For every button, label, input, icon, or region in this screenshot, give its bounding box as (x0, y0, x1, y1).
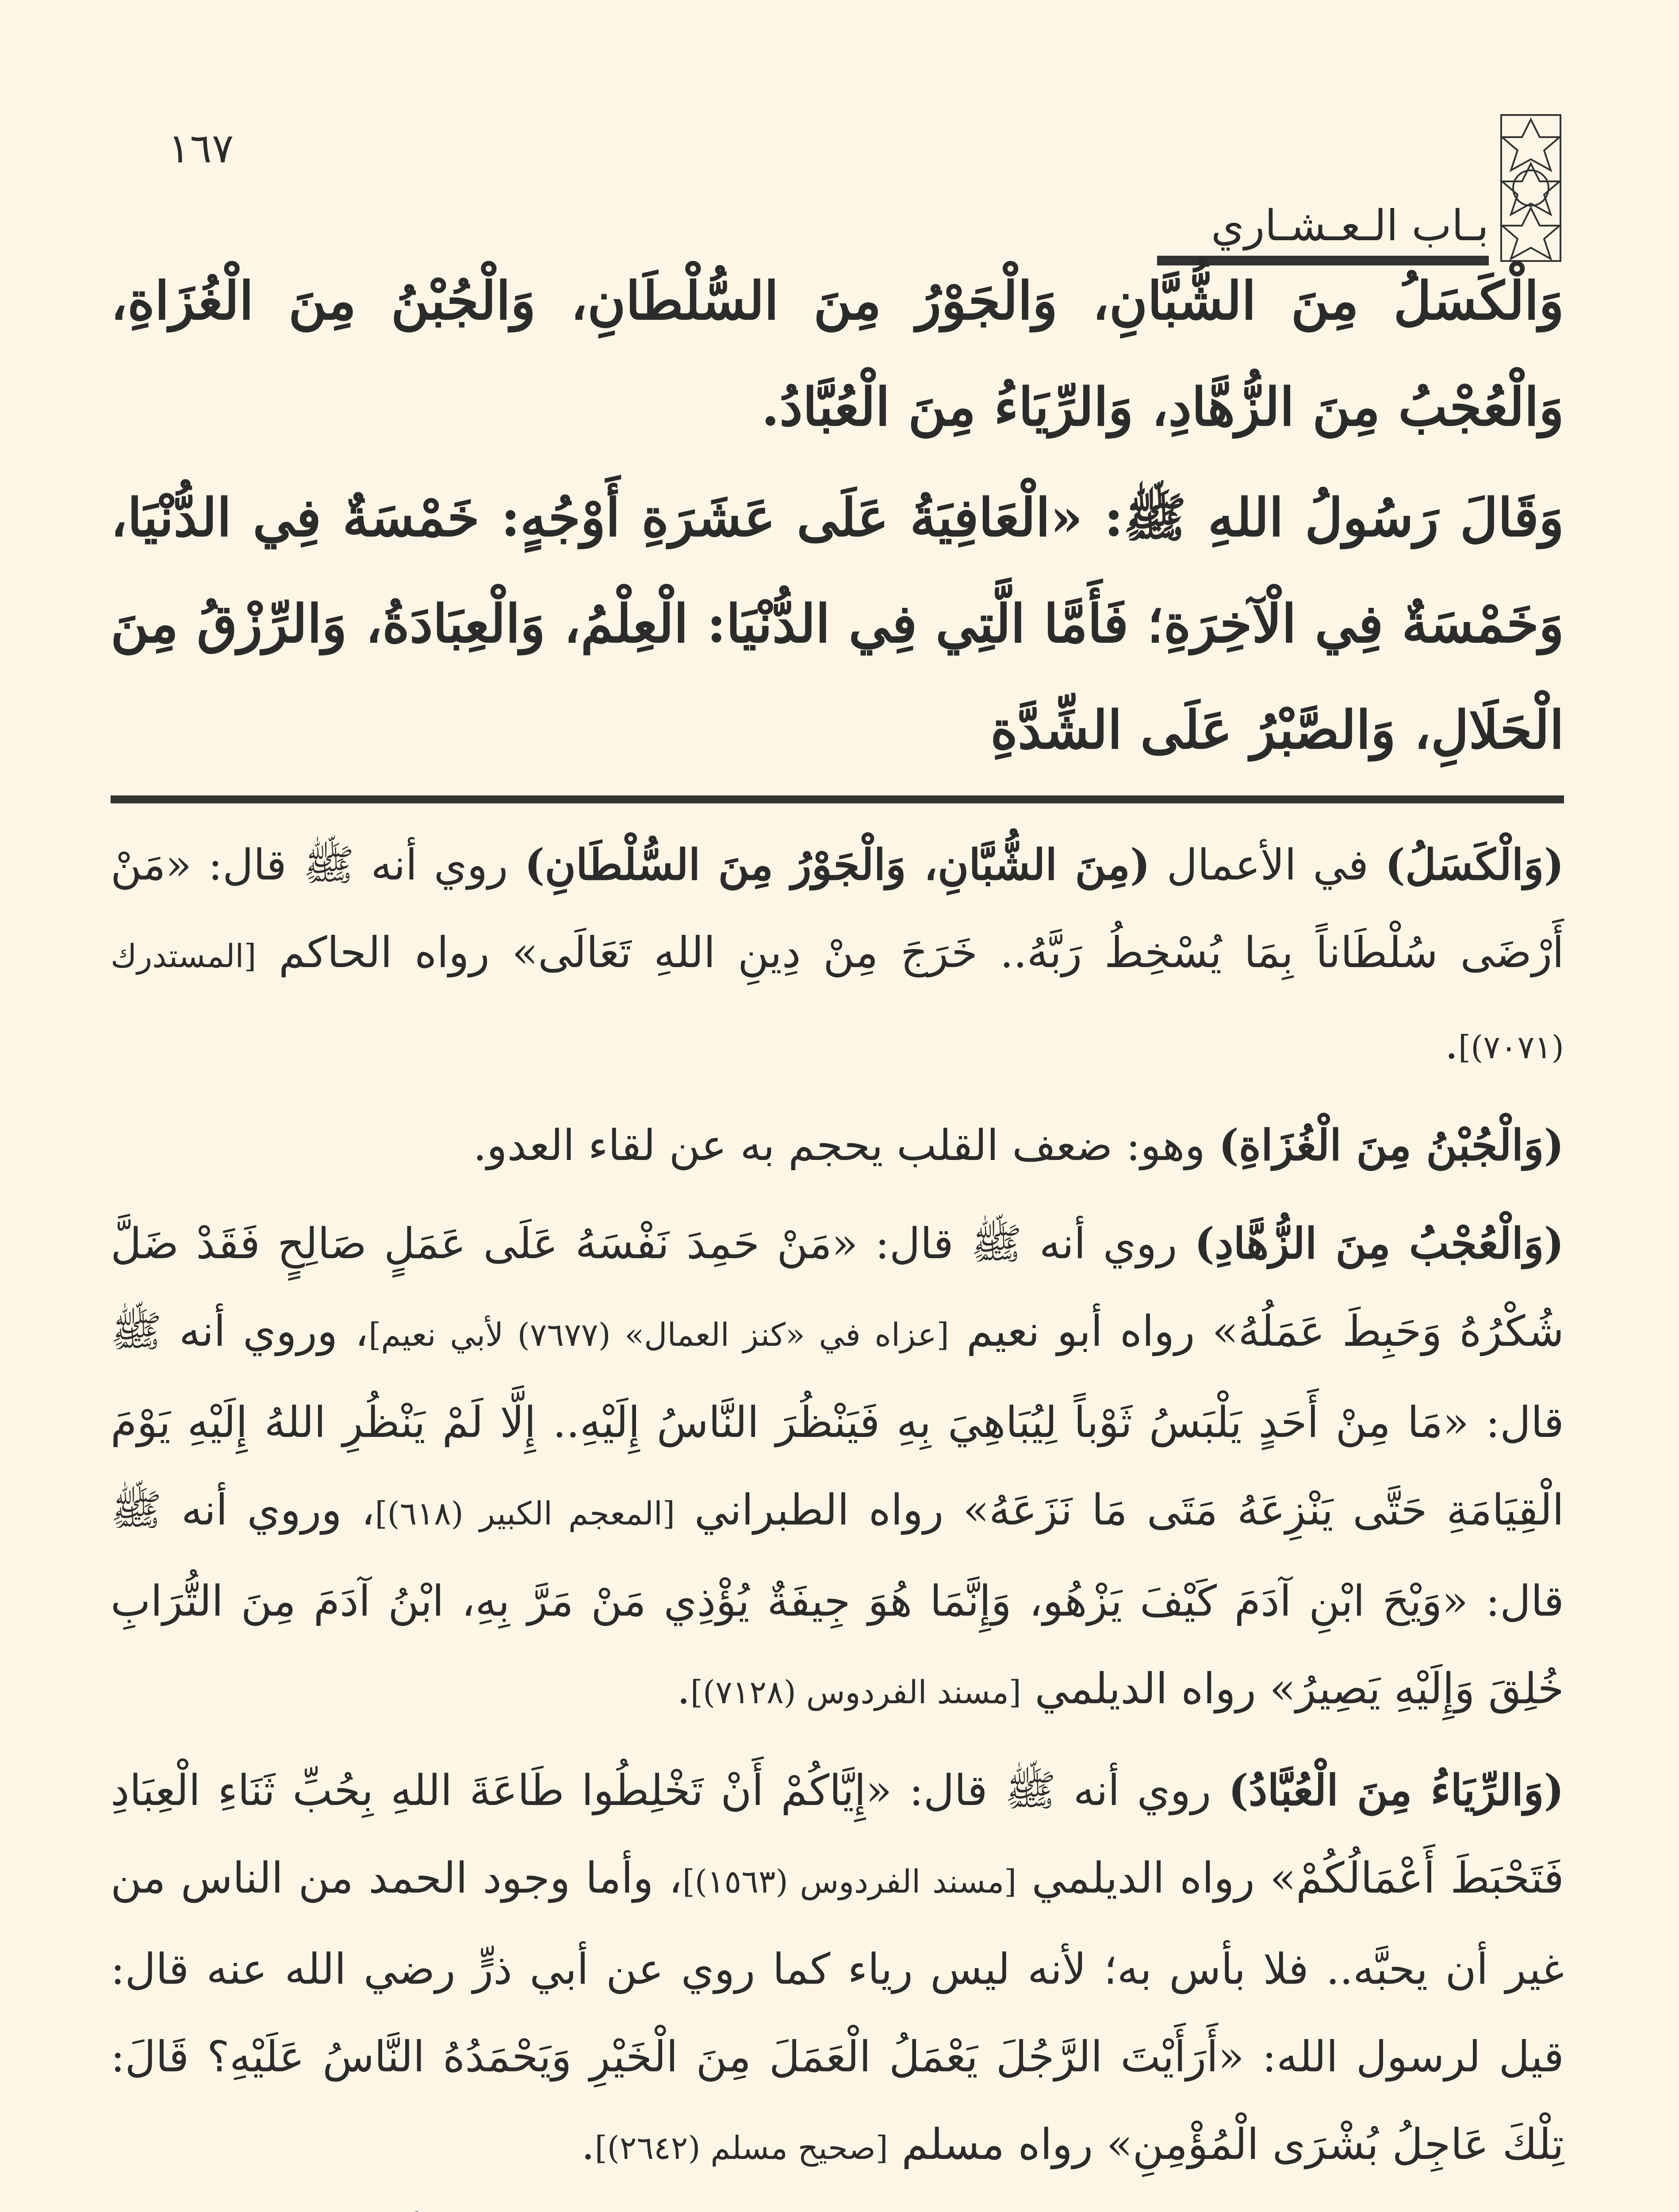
commentary-paragraph (111, 2202, 1564, 2212)
commentary-text: روي أنه ﷺ قال: «إِيَّاكُمْ أَنْ تَخْلِطُوا طَاعَةَ اللهِ بِحُبِّ ثَنَاءِ الْعِبَادِ فَتَحْبَطَ أَعْمَالُكُمْ» رواه الديلمي (111, 1766, 1564, 1903)
citation: [المستدرك (٧٠٧١)] (111, 937, 1564, 1066)
commentary-text: روي أنه ﷺ قال: «مَنْ حَمِدَ نَفْسَهُ عَلَى عَمَلٍ صَالِحٍ فَقَدْ ضَلَّ شُكْرُهُ وَحَبِطَ عَمَلُهُ» رواه أبو نعيم (111, 1219, 1564, 1356)
quoted-term: (وَالْكَسَلُ) (1385, 840, 1564, 890)
quoted-term: (وَالْعُجْبُ مِنَ الزُّهَّادِ) (1194, 1218, 1564, 1268)
citation: [مسند الفردوس (٧١٢٨)] (690, 1674, 1021, 1711)
chapter-title: بـاب الـعـشـاري (1157, 204, 1489, 265)
citation: [عزاه في «كنز العمال» (٧٦٧٧) لأبي نعيم] (368, 1316, 949, 1353)
punctuation: . (1445, 1019, 1459, 1068)
citation: [مسند الفردوس (١٥٦٣)] (682, 1863, 1017, 1900)
matn-paragraph: وَقَالَ رَسُولُ اللهِ ﷺ: «الْعَافِيَةُ عَلَى عَشَرَةِ أَوْجُهٍ: خَمْسَةٌ فِي الدُّنْيَا، وَخَمْسَةٌ فِي الْآخِرَةِ؛ فَأَمَّا الَّتِي فِي الدُّنْيَا: الْعِلْمُ، وَالْعِبَادَةُ، وَالرِّزْقُ مِنَ الْحَلَالِ، وَالصَّبْرُ عَلَى الشِّدَّةِ (111, 487, 1564, 760)
commentary (111, 821, 1564, 2212)
commentary-text: ، وأما وجود الحمد من الناس من غير أن يحبَّه.. فلا بأس به؛ لأنه ليس رياء كما روي عن أبي ذرٍّ رضي الله عنه قال: قيل لرسول الله: «أَرَأَيْتَ الرَّجُلَ يَعْمَلُ الْعَمَلَ مِنَ الْخَيْرِ وَيَحْمَدُهُ النَّاسُ عَلَيْهِ؟ قَالَ: تِلْكَ عَاجِلُ بُشْرَى الْمُؤْمِنِ» رواه مسلم (111, 1853, 1564, 2169)
citation: [المعجم الكبير (٦١٨)] (375, 1495, 675, 1532)
commentary-paragraph (111, 1747, 1564, 2192)
commentary-text: وهو: ضعف القلب يحجم به عن لقاء العدو. (473, 1121, 1219, 1170)
punctuation: . (677, 1664, 690, 1713)
punctuation: . (581, 2120, 595, 2169)
section-divider (111, 795, 1564, 803)
citation: [صحيح مسلم (٢٦٤٢)] (594, 2129, 888, 2166)
geometric-star-ornament-icon (1498, 111, 1564, 265)
quoted-term: (وَالْجُبْنُ مِنَ الْغُزَاةِ) (1219, 1120, 1564, 1170)
commentary-text: ، وروي أنه ﷺ قال: «وَيْحَ ابْنِ آدَمَ كَيْفَ يَزْهُو، وَإِنَّمَا هُوَ جِيفَةٌ يُؤْذِي مَنْ مَرَّ بِهِ، ابْنُ آدَمَ مِنَ التُّرَابِ خُلِقَ وَإِلَيْهِ يَصِيرُ» رواه الديلمي (111, 1485, 1564, 1713)
matn-paragraph: وَالْكَسَلُ مِنَ الشُّبَّانِ، وَالْجَوْرُ مِنَ السُّلْطَانِ، وَالْجُبْنُ مِنَ الْغُزَاةِ، وَالْعُجْبُ مِنَ الزُّهَّادِ، وَالرِّيَاءُ مِنَ الْعُبَّادُ. (111, 270, 1564, 438)
commentary-paragraph (111, 1102, 1564, 1189)
commentary-text: روي أنه ﷺ قال: «مَنْ أَرْضَى سُلْطَاناً بِمَا يُسْخِطُ رَبَّهُ.. خَرَجَ مِنْ دِينِ اللهِ تَعَالَى» رواه الحاكم (111, 840, 1564, 977)
running-head (1157, 111, 1564, 265)
quoted-term: (وَالرِّيَاءُ مِنَ الْعُبَّادُ) (1228, 1765, 1564, 1815)
commentary-paragraph (111, 1200, 1564, 1736)
page-body (111, 248, 1564, 2212)
quoted-term: (مِنَ الشُّبَّانِ، وَالْجَوْرُ مِنَ السُّلْطَانِ) (525, 840, 1150, 890)
commentary-text: ، وروي أنه ﷺ قال: «مَا مِنْ أَحَدٍ يَلْبَسُ ثَوْباً لِيُبَاهِيَ بِهِ فَيَنْظُرَ النَّاسُ إِلَيْهِ.. إِلَّا لَمْ يَنْظُرِ اللهُ إِلَيْهِ يَوْمَ الْقِيَامَةِ حَتَّى يَنْزِعَهُ مَتَى مَا نَزَعَهُ» رواه الطبراني (111, 1306, 1564, 1535)
page-number: ١٦٧ (168, 125, 234, 172)
commentary-text: في الأعمال (1150, 840, 1385, 890)
commentary-paragraph (111, 821, 1564, 1091)
main-text (111, 248, 1564, 783)
